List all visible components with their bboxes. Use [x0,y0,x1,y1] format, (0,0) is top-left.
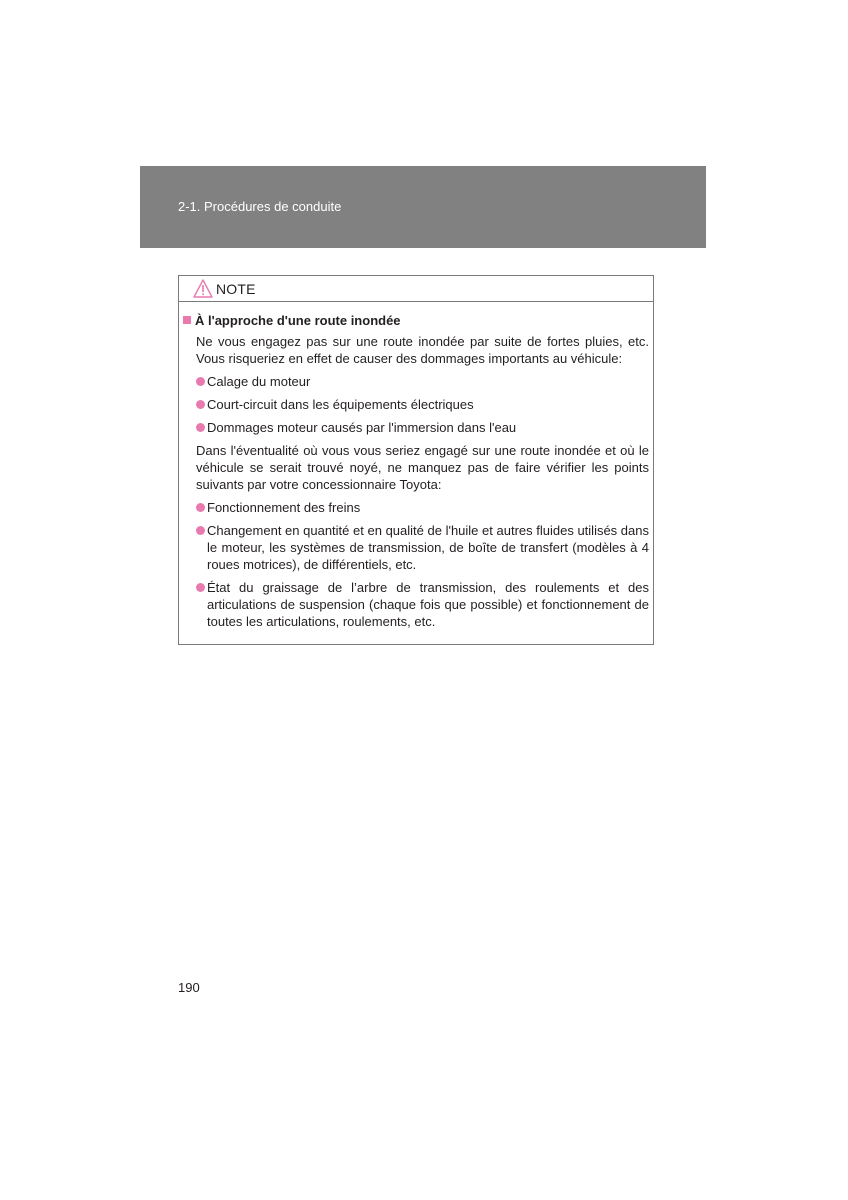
note-header [179,276,653,302]
circle-bullet-icon [196,400,205,409]
list-item-text: Calage du moteur [207,374,311,389]
section-title: 2-1. Procédures de conduite [178,199,342,214]
list-item [196,396,649,413]
section-header-bar [140,166,706,248]
list-item [196,373,649,390]
note-section-heading [183,312,649,329]
circle-bullet-icon [196,503,205,512]
note-section-title: À l'approche d'une route inondée [195,313,401,328]
circle-bullet-icon [196,583,205,592]
note-content [183,312,649,636]
list-item-text: Changement en quantité et en qualité de l'huile et autres fluides utilisés dans le moteur, les systèmes de transmission, de boîte de transfert (modèles à 4 roues motrices), de différentiels, etc. [207,523,649,572]
square-bullet-icon [183,316,191,324]
intro-paragraph: Ne vous engagez pas sur une route inondée par suite de fortes pluies, etc. Vous risqueriez en effet de causer des dommages importants au véhicule: [196,334,649,366]
list-item [196,522,649,573]
list-item-text: Fonctionnement des freins [207,500,361,515]
list-item-text: Court-circuit dans les équipements électriques [207,397,474,412]
followup-paragraph: Dans l'éventualité où vous vous seriez engagé sur une route inondée et où le véhicule se serait trouvé noyé, ne manquez pas de faire vérifier les points suivants par votre concessionnaire Toyota: [196,443,649,492]
circle-bullet-icon [196,423,205,432]
list-item-text: État du graissage de l’arbre de transmission, des roulements et des articulations de suspension (chaque fois que possible) et fonctionnement de toutes les articulations, roulements, etc. [207,580,649,629]
list-item-text: Dommages moteur causés par l'immersion dans l'eau [207,420,517,435]
warning-triangle-icon [193,279,213,298]
note-label: NOTE [216,281,256,297]
list-item [196,499,649,516]
note-box [178,275,654,645]
list-item [196,579,649,630]
circle-bullet-icon [196,377,205,386]
circle-bullet-icon [196,526,205,535]
page-number: 190 [178,980,200,995]
list-item [196,419,649,436]
